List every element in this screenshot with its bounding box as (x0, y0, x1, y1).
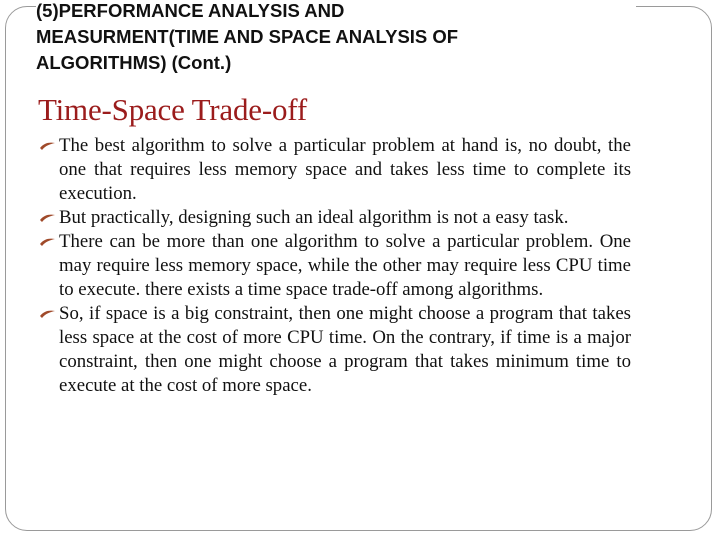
swoosh-bullet-icon (39, 212, 56, 223)
slide-title (36, 0, 636, 76)
bullet-text: There can be more than one algorithm to solve a particular problem. One may require less memory space, while the other may require less CPU time to execute. there exists a time space trade-off among algorithms. (59, 231, 631, 300)
section-heading: Time-Space Trade-off (38, 92, 307, 127)
bullet-item (39, 230, 631, 302)
swoosh-bullet-icon (39, 140, 56, 151)
bullet-text: So, if space is a big constraint, then one might choose a program that takes less space at the cost of more CPU time. On the contrary, if time is a major constraint, then one might choose a program that takes minimum time to execute at the cost of more space. (59, 303, 631, 396)
bullet-item (39, 134, 631, 206)
slide-title-line-2: MEASURMENT(TIME AND SPACE ANALYSIS OF (36, 26, 459, 47)
bullet-text: But practically, designing such an ideal algorithm is not a easy task. (59, 207, 569, 228)
swoosh-bullet-icon (39, 308, 56, 319)
bullet-item (39, 302, 631, 398)
swoosh-bullet-icon (39, 236, 56, 247)
bullet-list (39, 134, 631, 398)
bullet-text: The best algorithm to solve a particular problem at hand is, no doubt, the one that requires less memory space and takes less time to complete its execution. (59, 135, 631, 204)
bullet-item (39, 206, 631, 230)
slide-title-line-1: (5)PERFORMANCE ANALYSIS AND (36, 0, 345, 21)
slide-title-line-3: ALGORITHMS) (Cont.) (36, 52, 232, 73)
